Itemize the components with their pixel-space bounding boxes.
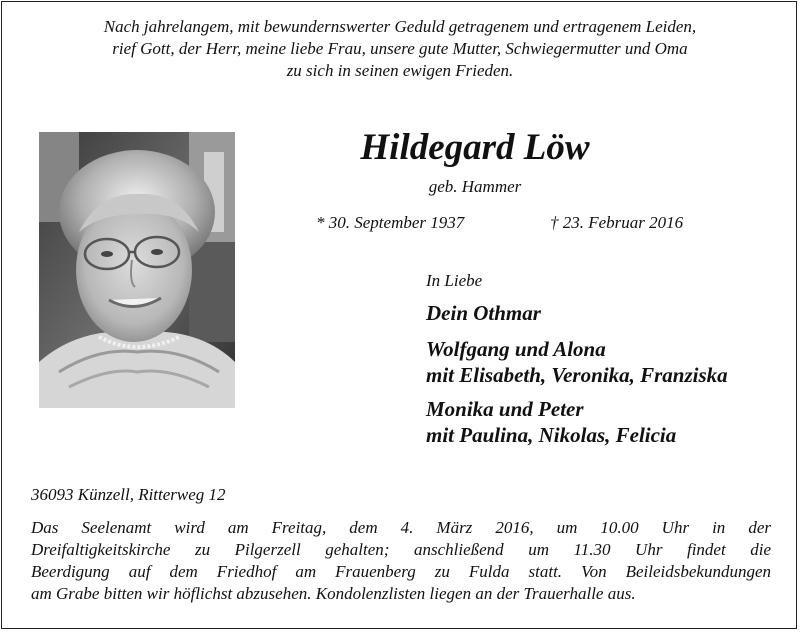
notice-line: Dreifaltigkeitskirche zu Pilgerzell gehalten; anschließend um 11.30 Uhr findet die [31,540,771,559]
birth-date: * 30. September 1937 [316,213,465,232]
notice-line: Beerdigung auf dem Friedhof am Frauenberg zu Fulda statt. Von Beileidsbekundungen [31,562,771,581]
mourner-line: mit Paulina, Nikolas, Felicia [426,423,677,447]
mourner-line: mit Elisabeth, Veronika, Franziska [426,363,728,387]
death-date: † 23. Februar 2016 [550,213,684,232]
mourner-line: Wolfgang und Alona [426,337,606,361]
notice-line: am Grabe bitten wir höflichst abzusehen. Kondolenzlisten liegen an der Trauerhalle aus. [31,584,636,603]
maiden-name: geb. Hammer [428,177,522,196]
intro-line: Nach jahrelangem, mit bewundernswerter Geduld getragenem und ertragenem Leiden, [103,17,697,36]
intro-line: zu sich in seinen ewigen Frieden. [286,61,514,80]
mourner-group [426,396,676,448]
notice-line: Das Seelenamt wird am Freitag, dem 4. März 2016, um 10.00 Uhr in der [31,518,771,537]
mourner-line: Dein Othmar [426,301,541,325]
mourner-line: Monika und Peter [426,397,584,421]
intro-text [20,16,780,82]
deceased-name: Hildegard Löw [360,127,590,168]
mourners-intro: In Liebe [426,271,483,290]
intro-line: rief Gott, der Herr, meine liebe Frau, unsere gute Mutter, Schwiegermutter und Oma [112,39,688,58]
service-notice [31,517,771,605]
mourner-group [426,336,728,388]
address: 36093 Künzell, Ritterweg 12 [31,485,226,504]
portrait-photo [39,132,235,408]
mourner-group [426,300,541,326]
portrait-photo-icon [39,132,235,408]
